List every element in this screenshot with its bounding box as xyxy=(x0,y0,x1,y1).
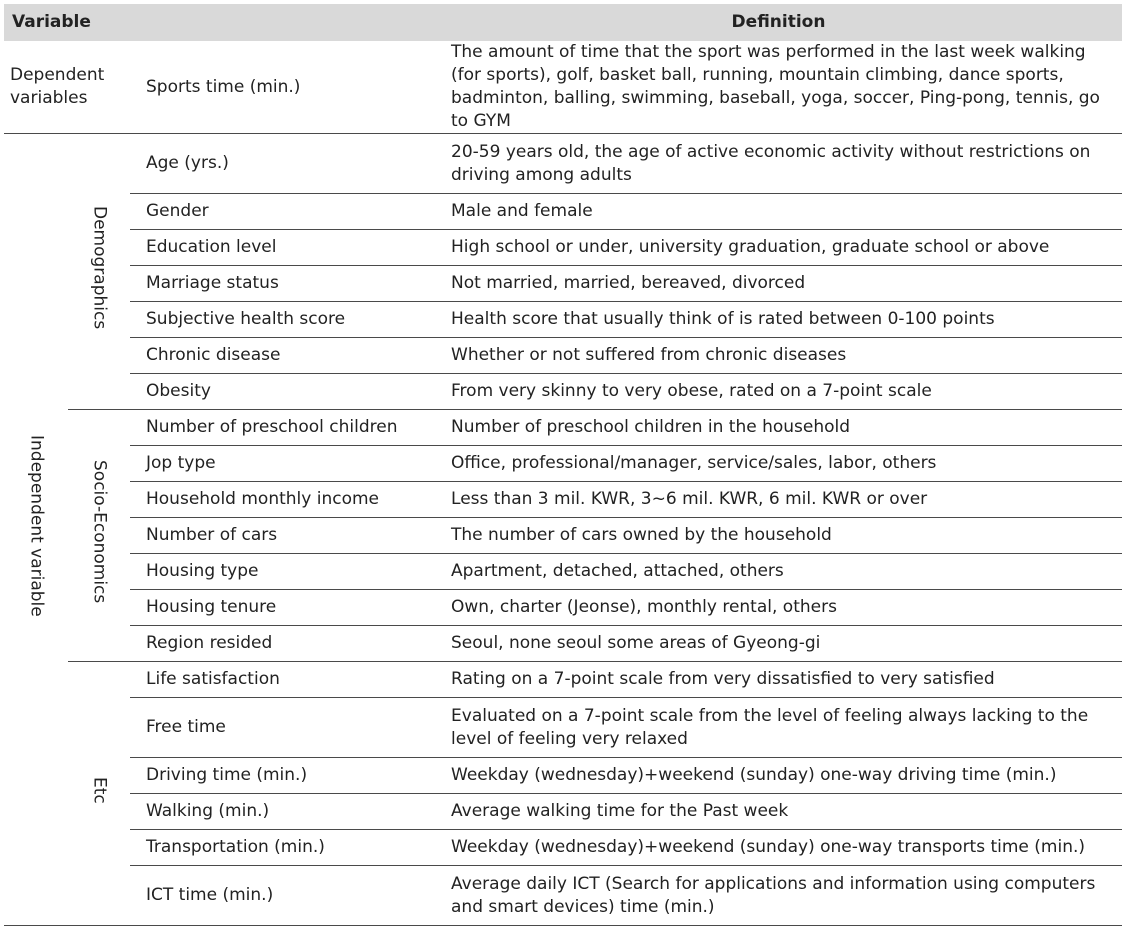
table-row xyxy=(4,794,1122,830)
variable-definition: Not married, married, bereaved, divorced xyxy=(435,266,1122,302)
variable-definition: Average daily ICT (Search for applications and information using computers and smart devices) time (min.) xyxy=(435,866,1122,926)
table-row xyxy=(4,134,1122,194)
variable-name: Life satisfaction xyxy=(130,662,435,698)
variables-table xyxy=(4,4,1122,926)
variable-definition: Average walking time for the Past week xyxy=(435,794,1122,830)
table-row xyxy=(4,230,1122,266)
table-row xyxy=(4,374,1122,410)
variable-definition: Male and female xyxy=(435,194,1122,230)
variable-name: Obesity xyxy=(130,374,435,410)
variable-name: Chronic disease xyxy=(130,338,435,374)
variables-table-container xyxy=(4,4,1122,926)
table-row xyxy=(4,446,1122,482)
variable-name: Housing tenure xyxy=(130,590,435,626)
table-row xyxy=(4,482,1122,518)
variable-name: Free time xyxy=(130,698,435,758)
table-row xyxy=(4,626,1122,662)
variable-name: Jop type xyxy=(130,446,435,482)
variable-name: Sports time (min.) xyxy=(130,41,435,134)
dependent-variables-label: Dependent variables xyxy=(4,41,130,134)
group-etc xyxy=(68,662,130,926)
variable-definition: From very skinny to very obese, rated on a 7-point scale xyxy=(435,374,1122,410)
variable-definition: Health score that usually think of is rated between 0-100 points xyxy=(435,302,1122,338)
table-row xyxy=(4,758,1122,794)
variable-definition: Own, charter (Jeonse), monthly rental, others xyxy=(435,590,1122,626)
variable-definition: High school or under, university graduation, graduate school or above xyxy=(435,230,1122,266)
variable-definition: Weekday (wednesday)+weekend (sunday) one-way transports time (min.) xyxy=(435,830,1122,866)
variable-name: Housing type xyxy=(130,554,435,590)
variable-name: Household monthly income xyxy=(130,482,435,518)
variable-name: Subjective health score xyxy=(130,302,435,338)
independent-variable-text: Independent variable xyxy=(26,435,47,617)
variable-name: Walking (min.) xyxy=(130,794,435,830)
variable-name: Education level xyxy=(130,230,435,266)
group-socio-economics xyxy=(68,410,130,662)
table-row xyxy=(4,662,1122,698)
variable-definition: Whether or not suffered from chronic diseases xyxy=(435,338,1122,374)
table-row xyxy=(4,518,1122,554)
variable-name: Region resided xyxy=(130,626,435,662)
table-row xyxy=(4,554,1122,590)
variable-definition: 20-59 years old, the age of active economic activity without restrictions on driving among adults xyxy=(435,134,1122,194)
table-row xyxy=(4,338,1122,374)
table-row xyxy=(4,698,1122,758)
variable-definition: Evaluated on a 7-point scale from the level of feeling always lacking to the level of feeling very relaxed xyxy=(435,698,1122,758)
table-row xyxy=(4,302,1122,338)
variable-name: Gender xyxy=(130,194,435,230)
table-header-row xyxy=(4,4,1122,41)
variable-definition: The number of cars owned by the household xyxy=(435,518,1122,554)
group-etc-label: Etc xyxy=(89,776,110,804)
table-row xyxy=(4,410,1122,446)
table-row xyxy=(4,590,1122,626)
group-demographics xyxy=(68,134,130,410)
table-row xyxy=(4,41,1122,134)
variable-definition: Weekday (wednesday)+weekend (sunday) one-way driving time (min.) xyxy=(435,758,1122,794)
variable-name: Number of preschool children xyxy=(130,410,435,446)
variable-definition: Apartment, detached, attached, others xyxy=(435,554,1122,590)
table-row xyxy=(4,194,1122,230)
header-variable: Variable xyxy=(4,4,435,41)
variable-definition: Rating on a 7-point scale from very dissatisfied to very satisfied xyxy=(435,662,1122,698)
variable-definition: Less than 3 mil. KWR, 3~6 mil. KWR, 6 mil. KWR or over xyxy=(435,482,1122,518)
group-demographics-label: Demographics xyxy=(89,206,110,330)
variable-definition: Office, professional/manager, service/sales, labor, others xyxy=(435,446,1122,482)
header-definition: Definition xyxy=(435,4,1122,41)
variable-name: Transportation (min.) xyxy=(130,830,435,866)
variable-definition: The amount of time that the sport was performed in the last week walking (for sports), golf, basket ball, running, mountain climbing, dance sports, badminton, balling, swimming, baseball, yoga, soccer, Ping-pong, tennis, go to GYM xyxy=(435,41,1122,134)
variable-name: Driving time (min.) xyxy=(130,758,435,794)
variable-name: ICT time (min.) xyxy=(130,866,435,926)
independent-variable-label xyxy=(4,134,68,926)
group-socio-economics-label: Socio-Economics xyxy=(89,460,110,604)
variable-name: Number of cars xyxy=(130,518,435,554)
variable-name: Marriage status xyxy=(130,266,435,302)
variable-name: Age (yrs.) xyxy=(130,134,435,194)
table-row xyxy=(4,830,1122,866)
table-row xyxy=(4,866,1122,926)
variable-definition: Seoul, none seoul some areas of Gyeong-gi xyxy=(435,626,1122,662)
table-row xyxy=(4,266,1122,302)
variable-definition: Number of preschool children in the household xyxy=(435,410,1122,446)
